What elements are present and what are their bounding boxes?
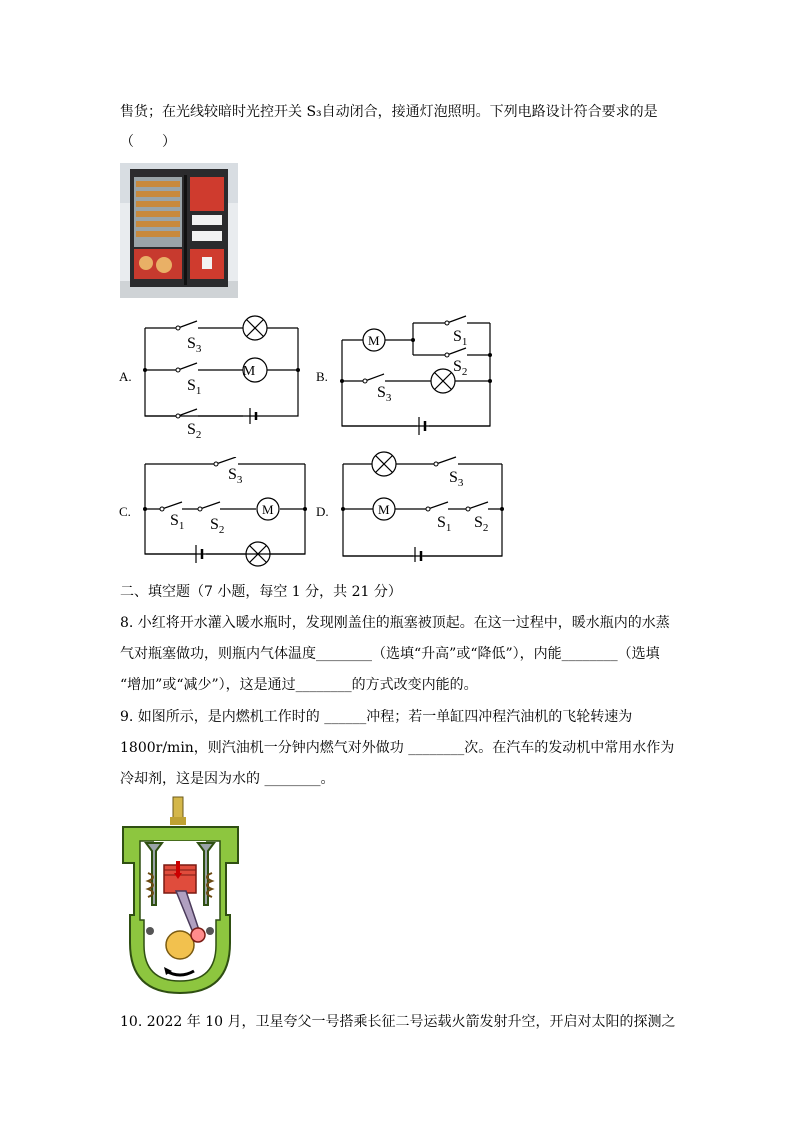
question7-stem-line1: 售货；在光线较暗时光控开关 S₃自动闭合，接通灯泡照明。下列电路设计符合要求的是 [120, 104, 658, 120]
question10-line1: 10. 2022 年 10 月，卫星夸父一号搭乘长征二号运载火箭发射升空，开启对太阳的探测之 [120, 1014, 676, 1030]
option-a-label: A. [119, 369, 132, 384]
svg-text:S3: $S_3$ [187, 335, 202, 355]
circuit-c [140, 457, 310, 577]
svg-text:S3: $S_3$ [449, 469, 464, 489]
question7-stem-line2: （ ） [120, 134, 176, 150]
svg-text:M: M [368, 333, 380, 348]
circuit-b [335, 315, 500, 440]
option-c-label: C. [119, 504, 131, 519]
question9-line2: 1800r/min，则汽油机一分钟内燃气对外做功 ________次。在汽车的发动机中常用水作为 [120, 740, 675, 756]
svg-text:S2: $S_2$ [453, 358, 468, 378]
svg-text:S1: $S_1$ [170, 512, 185, 532]
question8-line3: “增加”或“减少”），这是通过________的方式改变内能的。 [120, 677, 478, 693]
option-d-label: D. [316, 504, 329, 519]
circuit-d [340, 450, 510, 562]
section-heading: 二、填空题（7 小题，每空 1 分，共 21 分） [120, 584, 402, 600]
circuit-a [115, 312, 305, 442]
question8-line1: 8. 小红将开水灌入暖水瓶时，发现刚盖住的瓶塞被顶起。在这一过程中，暖水瓶内的水蒸 [120, 615, 670, 631]
svg-text:S3: $S_3$ [228, 466, 243, 486]
svg-text:S2: $S_2$ [187, 421, 202, 441]
question8-line2: 气对瓶塞做功，则瓶内气体温度________（选填“升高”或“降低”），内能________（选填 [120, 646, 660, 662]
svg-text:S1: $S_1$ [187, 377, 202, 397]
svg-text:S1: $S_1$ [437, 514, 452, 534]
svg-text:S3: $S_3$ [377, 384, 392, 404]
option-b-label: B. [316, 369, 328, 384]
question9-line1: 9. 如图所示，是内燃机工作时的 ______冲程；若一单缸四冲程汽油机的飞轮转速为 [120, 709, 633, 725]
vending-machine-image [120, 163, 238, 298]
svg-text:M: M [378, 502, 390, 517]
engine-image [118, 795, 243, 1000]
svg-text:S1: $S_1$ [453, 328, 468, 348]
svg-text:S2: $S_2$ [474, 514, 489, 534]
question9-line3: 冷却剂，这是因为水的 ________。 [120, 771, 335, 787]
svg-text:S2: $S_2$ [210, 516, 225, 536]
svg-text:M: M [262, 502, 274, 517]
motor-label: M [242, 364, 256, 379]
